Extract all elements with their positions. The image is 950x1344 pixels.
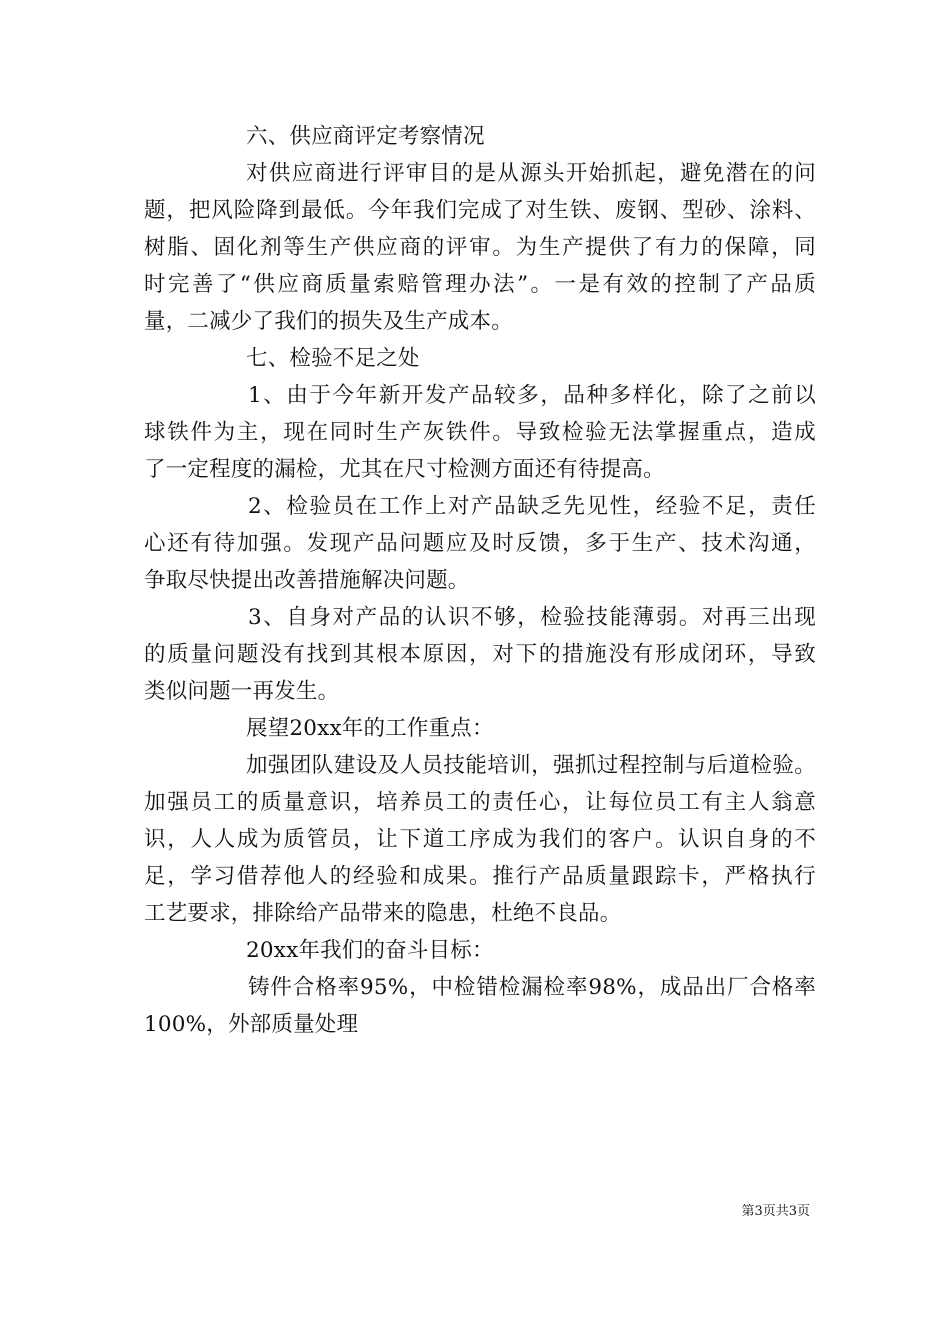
paragraph-line: 对供应商进行评审目的是从源头开始抓起，避免潜在的问 [246, 161, 816, 186]
paragraph-line: 的质量问题没有找到其根本原因，对下的措施没有形成闭环，导致 [144, 642, 816, 667]
paragraph-line: 足，学习借荐他人的经验和成果。推行产品质量跟踪卡，严格执行 [144, 864, 816, 889]
paragraph-line: 争取尽快提出改善措施解决问题。 [144, 568, 470, 593]
paragraph-line: 识，人人成为质管员，让下道工序成为我们的客户。认识自身的不 [144, 827, 816, 852]
paragraph-line: 类似问题一再发生。 [144, 679, 340, 704]
section-heading-goals: 20xx年我们的奋斗目标： [246, 938, 494, 963]
paragraph-line: 工艺要求，排除给产品带来的隐患，杜绝不良品。 [144, 901, 622, 926]
paragraph-line: 球铁件为主，现在同时生产灰铁件。导致检验无法掌握重点，造成 [144, 420, 816, 445]
section-heading-supplier-evaluation: 六、供应商评定考察情况 [246, 124, 485, 149]
paragraph-line: 加强团队建设及人员技能培训，强抓过程控制与后道检验。 [246, 753, 816, 778]
paragraph-line: 时完善了“供应商质量索赔管理办法”。一是有效的控制了产品质 [144, 272, 816, 297]
paragraph-line: 100%，外部质量处理 [144, 1012, 359, 1037]
paragraph-line: 树脂、固化剂等生产供应商的评审。为生产提供了有力的保障，同 [144, 235, 816, 260]
paragraph-line: 铸件合格率95%，中检错检漏检率98%，成品出厂合格率 [248, 975, 816, 1000]
section-heading-inspection-shortcomings: 七、检验不足之处 [246, 346, 420, 371]
paragraph-line: 题，把风险降到最低。今年我们完成了对生铁、废钢、型砂、涂料、 [144, 198, 816, 223]
paragraph-line: 3、自身对产品的认识不够，检验技能薄弱。对再三出现 [248, 605, 816, 630]
paragraph-line: 了一定程度的漏检，尤其在尺寸检测方面还有待提高。 [144, 457, 665, 482]
paragraph-line: 加强员工的质量意识，培养员工的责任心，让每位员工有主人翁意 [144, 790, 816, 815]
paragraph-line: 心还有待加强。发现产品问题应及时反馈，多于生产、技术沟通， [144, 531, 816, 556]
section-heading-outlook: 展望20xx年的工作重点： [246, 716, 494, 741]
paragraph-line: 量，二减少了我们的损失及生产成本。 [144, 309, 513, 334]
paragraph-line: 1、由于今年新开发产品较多，品种多样化，除了之前以 [248, 383, 816, 408]
paragraph-line: 2、检验员在工作上对产品缺乏先见性，经验不足，责任 [248, 494, 816, 519]
page-number-footer: 第3页共3页 [741, 1204, 810, 1219]
